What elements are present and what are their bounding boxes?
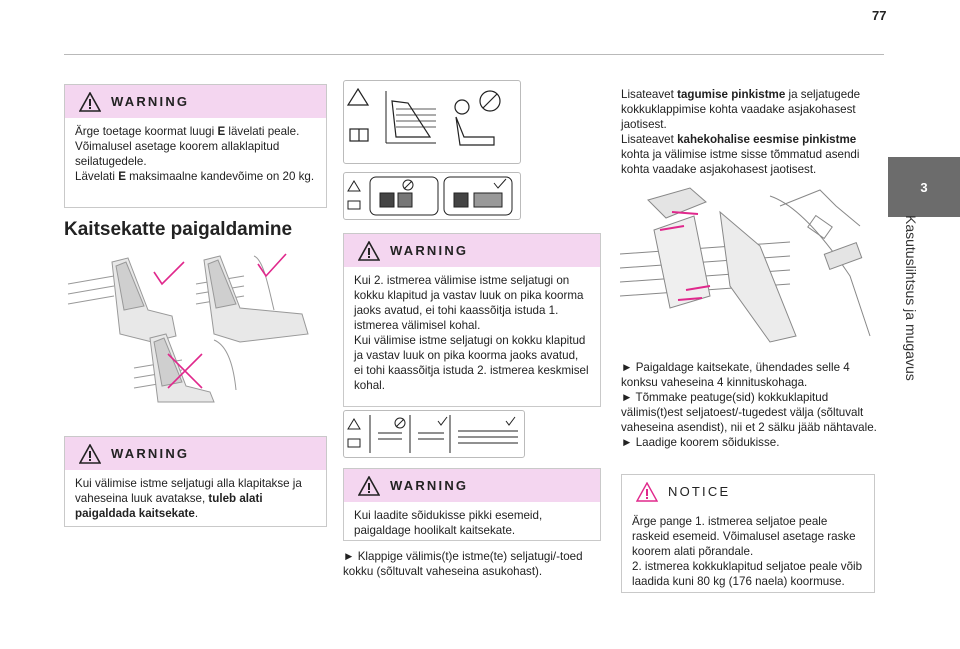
check-icon bbox=[494, 179, 506, 188]
warning-triangle-icon bbox=[358, 476, 380, 496]
cover-install-illustration bbox=[620, 186, 882, 346]
seat-fold-illustration bbox=[64, 250, 326, 404]
warning-triangle-icon bbox=[79, 92, 101, 112]
notice-text-2: 2. istmerea kokkuklapitud seljatoe peale võib laadida kuni 80 kg (176 naela) koormuse. bbox=[632, 560, 863, 588]
step-fold-seatback: ► Klappige välimis(t)e istme(te) seljatugi/-toed kokku (sõltuvalt vaheseina asukohast). bbox=[343, 550, 583, 578]
warning-box-2 bbox=[64, 436, 327, 527]
check-icon bbox=[506, 417, 515, 425]
install-step-2: ► Tõmmake peatuge(sid) kokkuklapitud välimis(t)est seljatoest/-tugedest välja (sõltuvalt vaheseina asendist), nii et 2 sälku jääb nähtavale. bbox=[621, 391, 877, 434]
warning1-line1: Ärge toetage koormat luugi E lävelati peale. bbox=[75, 125, 300, 138]
notice-box bbox=[621, 474, 875, 593]
passenger-warning-label-large bbox=[343, 80, 521, 164]
warning-header bbox=[65, 85, 326, 118]
intro-text bbox=[621, 87, 883, 177]
warning-header bbox=[344, 234, 600, 267]
warning3-text-1: Kui 2. istmerea välimise istme seljatugi on kokku klapitud ja vastav luuk on pika koorma jaoks avatud, ei tohi kaassõitja istuda 1. istmerea välimisel kohal. bbox=[354, 274, 584, 332]
header-rule bbox=[64, 54, 884, 55]
intro-line-2: Lisateavet kahekohalise eesmise pinkistme kohta ja välimise istme sisse tõmmatud asendi kohta vaadake asjakohasest jaotisest. bbox=[621, 133, 860, 176]
warning-triangle-icon bbox=[79, 444, 101, 464]
warning-triangle-icon bbox=[348, 181, 360, 191]
warning4-text: Kui laadite sõidukisse pikki esemeid, paigaldage hoolikalt kaitsekate. bbox=[354, 509, 543, 537]
warning-triangle-icon bbox=[348, 89, 368, 105]
warning3-text-2: Kui välimise istme seljatugi on kokku klapitud ja vastav luuk on pika koorma jaoks avatud, ei tohi kaassõitja istuda 2. istmerea keskmisel kohal. bbox=[354, 334, 589, 392]
warning-box-4 bbox=[343, 468, 601, 541]
warning-box-1 bbox=[64, 84, 327, 208]
install-steps bbox=[621, 360, 883, 450]
warning-header bbox=[344, 469, 600, 502]
warning2-text: Kui välimise istme seljatugi alla klapitakse ja vaheseina luuk avatakse, tuleb alati paigaldada kaitsekate. bbox=[75, 477, 302, 520]
warning-box-3 bbox=[343, 233, 601, 407]
book-icon bbox=[348, 201, 360, 209]
intro-line-1: Lisateavet tagumise pinkistme ja seljatugede kokkuklappimise kohta vaadake asjakohasest jaotisest. bbox=[621, 88, 861, 131]
section-heading: Kaitsekatte paigaldamine bbox=[64, 219, 293, 240]
install-step-1: ► Paigaldage kaitsekate, ühendades selle 4 konksu vaheseina 4 kinnituskohaga. bbox=[621, 361, 850, 389]
notice-label: NOTICE bbox=[668, 484, 731, 499]
warning-triangle-icon bbox=[358, 241, 380, 261]
warning-label: WARNING bbox=[111, 446, 190, 461]
notice-triangle-icon bbox=[636, 482, 658, 502]
passenger-warning-label-small bbox=[343, 172, 521, 220]
check-icon bbox=[438, 417, 447, 425]
warning-triangle-icon bbox=[348, 419, 360, 429]
chapter-title: Kasutuslihtsus ja mugavus bbox=[903, 215, 919, 381]
book-icon bbox=[348, 439, 360, 447]
page-number: 77 bbox=[872, 8, 887, 23]
warning-header bbox=[65, 437, 326, 470]
install-step-3: ► Laadige koorem sõidukisse. bbox=[621, 436, 780, 449]
load-warning-label bbox=[343, 410, 525, 458]
check-icon bbox=[154, 262, 184, 284]
notice-text-1: Ärge pange 1. istmerea seljatoe peale raskeid esemeid. Võimalusel asetage raske koorem alati põrandale. bbox=[632, 515, 856, 558]
warning1-line2: Võimalusel asetage koorem allaklapitud seilatugedele. bbox=[75, 140, 280, 168]
warning1-line3: Lävelati E maksimaalne kandevõime on 20 kg. bbox=[75, 170, 315, 183]
check-icon bbox=[258, 254, 286, 276]
notice-header bbox=[622, 475, 874, 508]
warning-label: WARNING bbox=[111, 94, 190, 109]
warning-label: WARNING bbox=[390, 478, 469, 493]
warning-label: WARNING bbox=[390, 243, 469, 258]
chapter-tab[interactable]: 3 bbox=[888, 157, 960, 217]
